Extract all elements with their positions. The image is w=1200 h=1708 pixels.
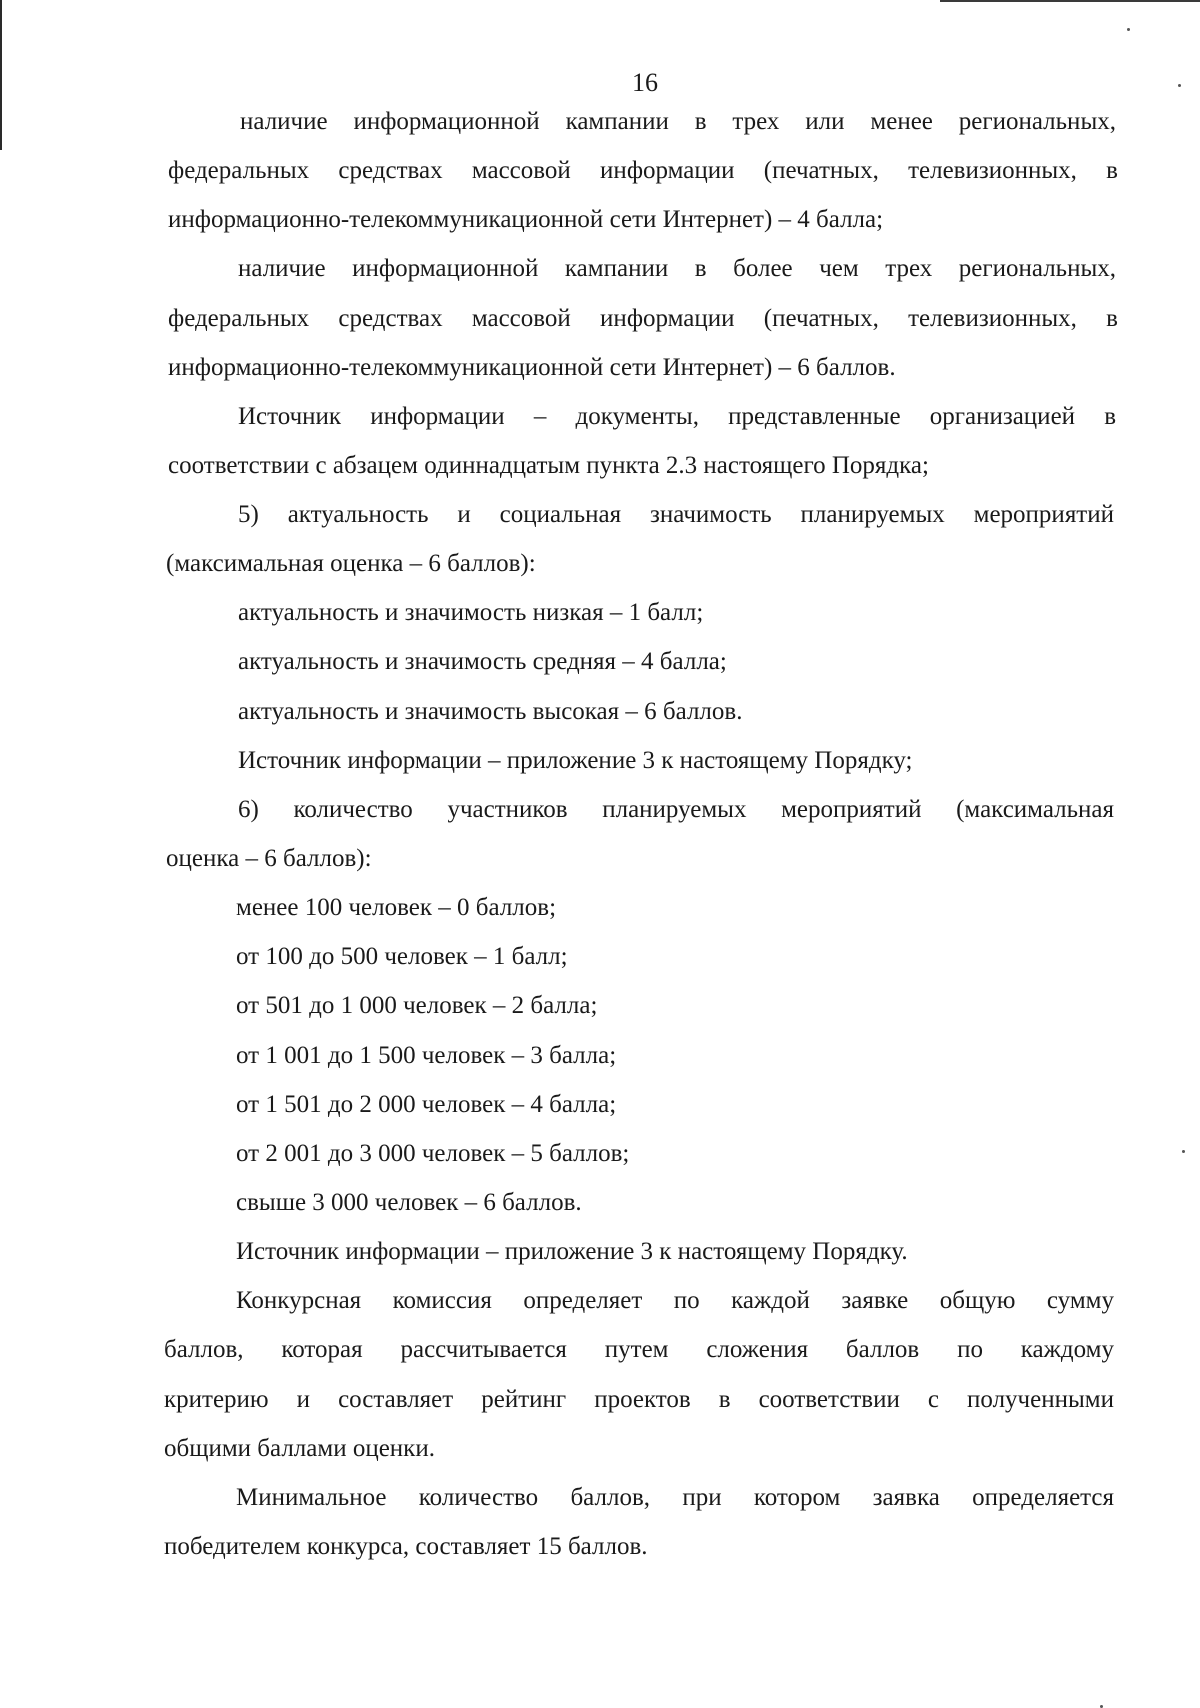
text-line: актуальность и значимость низкая – 1 балл; (238, 599, 704, 626)
page-number: 16 (632, 68, 658, 97)
text-line: от 501 до 1 000 человек – 2 балла; (236, 992, 598, 1019)
text-line: (максимальная оценка – 6 баллов): (166, 550, 536, 577)
text-line: победителем конкурса, составляет 15 баллов. (164, 1533, 648, 1560)
text-line: критерию и составляет рейтинг проектов в соответствии с полученными (164, 1386, 1114, 1413)
text-line: свыше 3 000 человек – 6 баллов. (236, 1189, 582, 1216)
text-line: от 1 001 до 1 500 человек – 3 балла; (236, 1042, 617, 1069)
text-line: менее 100 человек – 0 баллов; (236, 894, 557, 921)
text-line: Источник информации – документы, представленные организацией в (238, 403, 1116, 430)
text-line: наличие информационной кампании в трех или менее региональных, (240, 108, 1116, 135)
scan-speck (1127, 28, 1130, 31)
text-line: баллов, которая рассчитывается путем сложения баллов по каждому (164, 1336, 1114, 1363)
text-line: Конкурсная комиссия определяет по каждой заявке общую сумму (236, 1287, 1114, 1314)
text-line: 6) количество участников планируемых мероприятий (максимальная (238, 796, 1114, 823)
text-line: оценка – 6 баллов): (166, 845, 372, 872)
text-line: информационно-телекоммуникационной сети Интернет) – 4 балла; (168, 206, 884, 233)
text-line: федеральных средствах массовой информации (печатных, телевизионных, в (168, 157, 1118, 184)
text-line: от 2 001 до 3 000 человек – 5 баллов; (236, 1140, 630, 1167)
text-line: актуальность и значимость высокая – 6 баллов. (238, 698, 743, 725)
text-line: Источник информации – приложение 3 к настоящему Порядку; (238, 747, 913, 774)
text-line: от 100 до 500 человек – 1 балл; (236, 943, 568, 970)
scan-edge-top (940, 0, 1200, 2)
scan-speck (1182, 1150, 1185, 1153)
text-line: федеральных средствах массовой информации (печатных, телевизионных, в (168, 305, 1118, 332)
text-line: от 1 501 до 2 000 человек – 4 балла; (236, 1091, 617, 1118)
text-line: актуальность и значимость средняя – 4 балла; (238, 648, 727, 675)
text-line: 5) актуальность и социальная значимость планируемых мероприятий (238, 501, 1114, 528)
text-line: наличие информационной кампании в более чем трех региональных, (238, 255, 1116, 282)
text-line: соответствии с абзацем одиннадцатым пункта 2.3 настоящего Порядка; (168, 452, 929, 479)
text-line: информационно-телекоммуникационной сети Интернет) – 6 баллов. (168, 354, 896, 381)
text-line: Минимальное количество баллов, при котором заявка определяется (236, 1484, 1114, 1511)
text-line: общими баллами оценки. (164, 1435, 435, 1462)
text-line: Источник информации – приложение 3 к настоящему Порядку. (236, 1238, 908, 1265)
